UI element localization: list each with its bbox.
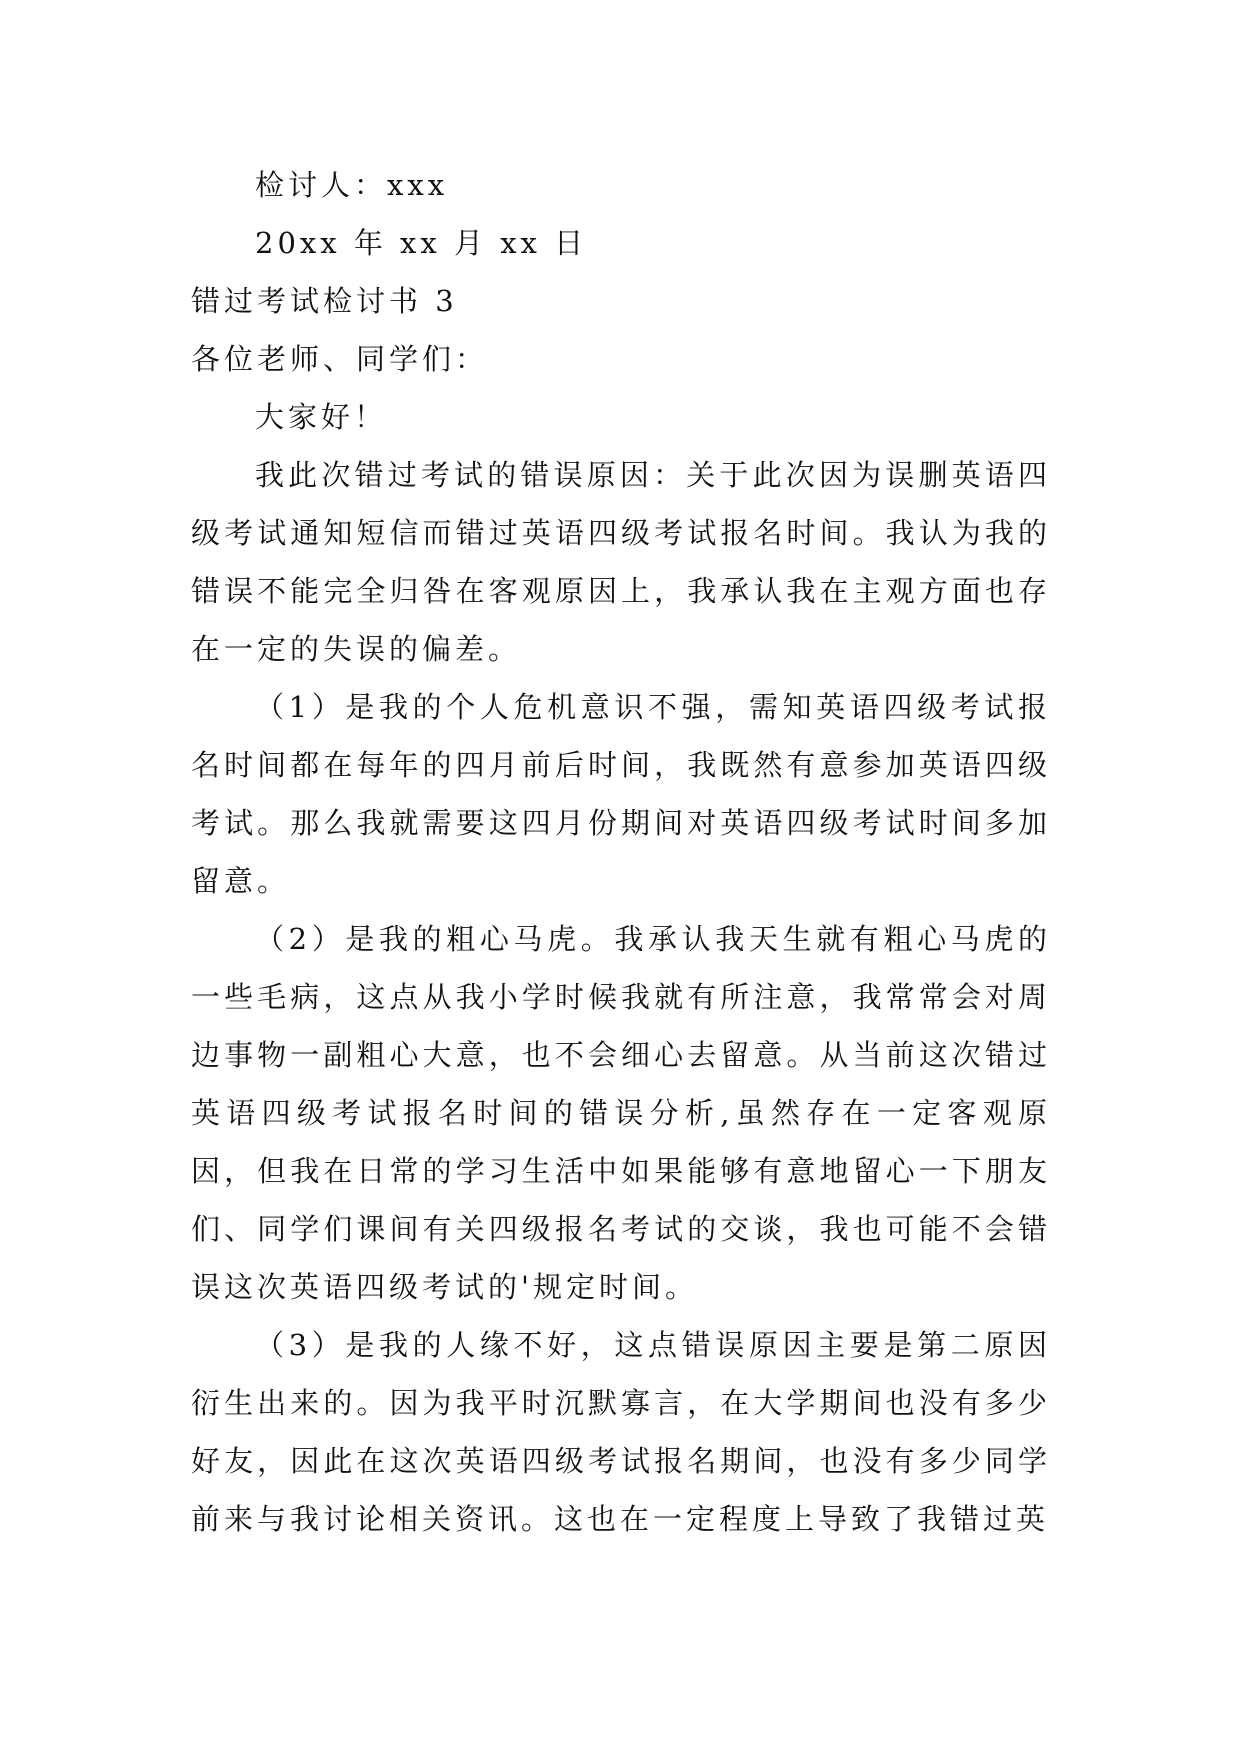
signer-line: 检讨人：xxx	[255, 168, 449, 202]
paragraph-reason-2: （2）是我的粗心马虎。我承认我天生就有粗心马虎的一些毛病，这点从我小学时候我就有所注意，我常常会对周边事物一副粗心大意，也不会细心去留意。从当前这次错过英语四级考试报名时间的错误分析,虽然存在一定客观原因，但我在日常的学习生活中如果能够有意地留心一下朋友们、同学们课间有关四级报名考试的交谈，我也可能不会错误这次英语四级考试的'规定时间。	[191, 922, 1051, 1304]
paragraph-reason-intro: 我此次错过考试的错误原因：关于此次因为误删英语四级考试通知短信而错过英语四级考试报名时间。我认为我的错误不能完全归咎在客观原因上，我承认我在主观方面也存在一定的失误的偏差。	[191, 458, 1051, 666]
paragraph-reason-1: （1）是我的个人危机意识不强，需知英语四级考试报名时间都在每年的四月前后时间，我既然有意参加英语四级考试。那么我就需要这四月份期间对英语四级考试时间多加留意。	[191, 690, 1051, 898]
document-body	[191, 156, 1051, 1548]
document-title: 错过考试检讨书 3	[191, 284, 458, 318]
salutation: 各位老师、同学们：	[191, 342, 489, 376]
greeting: 大家好！	[255, 400, 388, 434]
paragraph-reason-3: （3）是我的人缘不好，这点错误原因主要是第二原因衍生出来的。因为我平时沉默寡言，在大学期间也没有多少好友，因此在这次英语四级考试报名期间，也没有多少同学前来与我讨论相关资讯。这也在一定程度上导致了我错过英	[191, 1328, 1051, 1536]
date-line: 20xx 年 xx 月 xx 日	[255, 226, 588, 260]
